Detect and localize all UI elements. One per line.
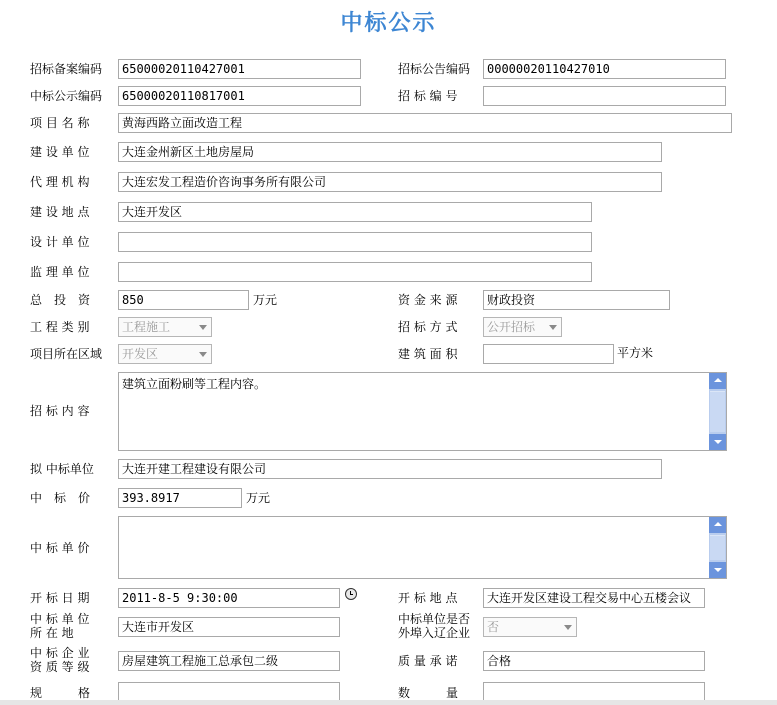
location-input[interactable]: 大连开发区	[118, 202, 592, 222]
award-price-unit: 万元	[246, 491, 271, 505]
chevron-down-icon	[199, 325, 207, 330]
fund-source-input[interactable]: 财政投资	[483, 290, 670, 310]
page-title: 中标公示	[340, 11, 437, 36]
outside-entry-label-line2: 外埠入辽企业	[398, 626, 471, 640]
project-type-select[interactable]	[118, 317, 212, 337]
notice-code-input[interactable]: 00000020110427010	[483, 59, 726, 79]
award-code-label: 中标公示编码	[30, 89, 103, 103]
spec-input[interactable]	[118, 682, 340, 702]
outside-entry-value: 否	[487, 620, 500, 634]
winner-location-input[interactable]: 大连市开发区	[118, 617, 340, 637]
region-value: 开发区	[122, 347, 159, 361]
record-code-input[interactable]: 65000020110427001	[118, 59, 361, 79]
project-name-label: 项 目 名 称	[30, 116, 90, 130]
qualification-input[interactable]: 房屋建筑工程施工总承包二级	[118, 651, 340, 671]
scroll-down-icon[interactable]	[709, 434, 726, 450]
quality-label: 质 量 承 诺	[398, 654, 458, 668]
supervisor-input[interactable]	[118, 262, 592, 282]
scroll-thumb[interactable]	[710, 535, 725, 560]
spec-label: 规 格	[30, 686, 91, 700]
award-code-input[interactable]: 65000020110817001	[118, 86, 361, 106]
supervisor-label: 监 理 单 位	[30, 265, 90, 279]
scroll-thumb[interactable]	[710, 391, 725, 432]
tender-method-value: 公开招标	[487, 320, 536, 334]
award-price-label: 中 标 价	[30, 491, 91, 505]
scroll-up-icon[interactable]	[709, 517, 726, 533]
building-area-label: 建 筑 面 积	[398, 347, 458, 361]
tender-content-scrollbar[interactable]	[709, 373, 726, 450]
unit-price-scrollbar[interactable]	[709, 517, 726, 578]
unit-price-textarea[interactable]	[118, 516, 727, 579]
fund-source-label: 资 金 来 源	[398, 293, 458, 307]
unit-price-label: 中 标 单 价	[30, 541, 90, 555]
winner-label: 拟 中标单位	[30, 462, 94, 476]
open-place-label: 开 标 地 点	[398, 591, 458, 605]
investment-label: 总 投 资	[30, 293, 91, 307]
chevron-down-icon	[549, 325, 557, 330]
tender-content-textarea[interactable]	[118, 372, 727, 451]
agent-label: 代 理 机 构	[30, 175, 90, 189]
project-type-value: 工程施工	[122, 320, 171, 334]
location-label: 建 设 地 点	[30, 205, 90, 219]
open-date-input[interactable]: 2011-8-5 9:30:00	[118, 588, 340, 608]
tender-method-label: 招 标 方 式	[398, 320, 458, 334]
region-select[interactable]	[118, 344, 212, 364]
builder-label: 建 设 单 位	[30, 145, 90, 159]
quality-input[interactable]: 合格	[483, 651, 705, 671]
qualification-label-line2: 资 质 等 级	[30, 660, 90, 674]
open-place-input[interactable]: 大连开发区建设工程交易中心五楼会议	[483, 588, 705, 608]
region-label: 项目所在区域	[30, 347, 103, 361]
project-name-input[interactable]: 黄海西路立面改造工程	[118, 113, 732, 133]
agent-input[interactable]: 大连宏发工程造价咨询事务所有限公司	[118, 172, 662, 192]
winner-location-label-line2: 所 在 地	[30, 626, 74, 640]
bottom-edge	[0, 700, 777, 705]
building-area-unit: 平方米	[617, 346, 654, 360]
builder-input[interactable]: 大连金州新区土地房屋局	[118, 142, 662, 162]
scroll-up-icon[interactable]	[709, 373, 726, 389]
quantity-label: 数 量	[398, 686, 459, 700]
award-price-input[interactable]: 393.8917	[118, 488, 242, 508]
tender-method-select[interactable]	[483, 317, 562, 337]
chevron-down-icon	[199, 352, 207, 357]
investment-input[interactable]: 850	[118, 290, 249, 310]
quantity-input[interactable]	[483, 682, 705, 702]
winner-location-label-line1: 中 标 单 位	[30, 612, 90, 626]
chevron-down-icon	[564, 625, 572, 630]
record-code-label: 招标备案编码	[30, 62, 103, 76]
notice-code-label: 招标公告编码	[398, 62, 471, 76]
open-date-label: 开 标 日 期	[30, 591, 90, 605]
scroll-down-icon[interactable]	[709, 562, 726, 578]
tender-no-label: 招 标 编 号	[398, 89, 458, 103]
tender-content-text: 建筑立面粉刷等工程内容。	[122, 377, 267, 391]
designer-input[interactable]	[118, 232, 592, 252]
building-area-input[interactable]	[483, 344, 614, 364]
tender-no-input[interactable]	[483, 86, 726, 106]
clock-icon[interactable]	[345, 588, 357, 600]
outside-entry-label-line1: 中标单位是否	[398, 612, 471, 626]
project-type-label: 工 程 类 别	[30, 320, 90, 334]
tender-content-label: 招 标 内 容	[30, 404, 90, 418]
outside-entry-select[interactable]	[483, 617, 577, 637]
investment-unit: 万元	[253, 293, 278, 307]
winner-input[interactable]: 大连开建工程建设有限公司	[118, 459, 662, 479]
designer-label: 设 计 单 位	[30, 235, 90, 249]
qualification-label-line1: 中 标 企 业	[30, 646, 90, 660]
